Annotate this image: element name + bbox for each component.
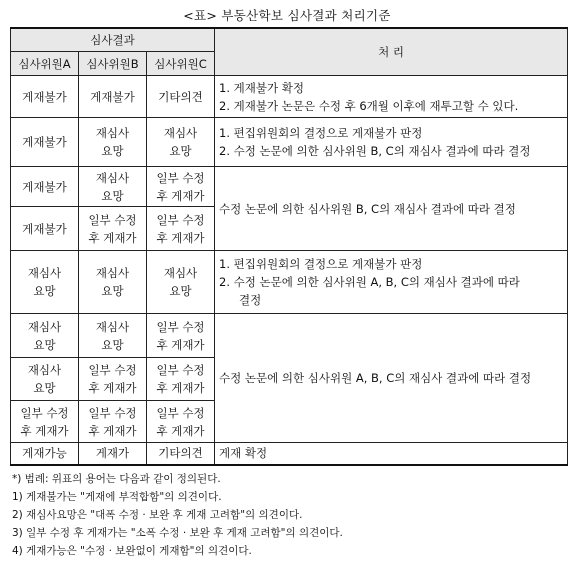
reviewer-a-header: 심사위원A bbox=[11, 52, 79, 76]
reviewer-b-cell: 게재불가 bbox=[79, 76, 147, 118]
processing-cell bbox=[215, 251, 568, 314]
reviewer-b-cell: 재심사 요망 bbox=[79, 251, 147, 314]
reviewer-c-cell: 일부 수정 후 게재가 bbox=[147, 167, 215, 207]
processing-header: 처 리 bbox=[215, 28, 568, 76]
reviewer-a-cell: 게재불가 bbox=[11, 207, 79, 251]
reviewer-c-cell: 기타의견 bbox=[147, 443, 215, 465]
reviewer-a-cell: 재심사 요망 bbox=[11, 314, 79, 358]
reviewer-c-cell: 재심사 요망 bbox=[147, 251, 215, 314]
reviewer-c-cell: 일부 수정 후 게재가 bbox=[147, 314, 215, 358]
reviewer-b-cell: 일부 수정 후 게재가 bbox=[79, 401, 147, 443]
reviewer-b-header: 심사위원B bbox=[79, 52, 147, 76]
review-criteria-table bbox=[10, 27, 568, 466]
reviewer-c-cell: 일부 수정 후 게재가 bbox=[147, 207, 215, 251]
document-title: <표> 부동산학보 심사결과 처리기준 bbox=[183, 8, 391, 23]
legend-note: 4) 게재가능은 "수정 · 보완없이 게재함"의 의견이다. bbox=[12, 545, 252, 557]
reviewer-b-cell: 일부 수정 후 게재가 bbox=[79, 207, 147, 251]
processing-line: 2. 수정 논문에 의한 심사위원 B, C의 재심사 결과에 따라 결정 bbox=[219, 144, 531, 158]
reviewer-a-cell: 게재불가 bbox=[11, 167, 79, 207]
reviewer-a-cell: 재심사 요망 bbox=[11, 358, 79, 401]
legend-notes bbox=[12, 470, 567, 560]
processing-cell: 수정 논문에 의한 심사위원 B, C의 재심사 결과에 따라 결정 bbox=[215, 167, 568, 251]
reviewer-a-cell: 재심사 요망 bbox=[11, 251, 79, 314]
table-row bbox=[11, 167, 568, 207]
processing-line: 1. 편집위원회의 결정으로 게재불가 판정 bbox=[219, 257, 423, 271]
processing-cell bbox=[215, 76, 568, 118]
table-row bbox=[11, 314, 568, 358]
reviewer-b-cell: 재심사 요망 bbox=[79, 167, 147, 207]
table-row bbox=[11, 76, 568, 118]
reviewer-a-cell: 게재불가 bbox=[11, 118, 79, 167]
reviewer-c-cell: 일부 수정 후 게재가 bbox=[147, 401, 215, 443]
reviewer-c-cell: 기타의견 bbox=[147, 76, 215, 118]
reviewer-a-cell: 일부 수정 후 게재가 bbox=[11, 401, 79, 443]
legend-note: 3) 일부 수정 후 게재가는 "소폭 수정 · 보완 후 게재 고려함"의 의견이다. bbox=[12, 527, 343, 539]
processing-line: 1. 편집위원회의 결정으로 게재불가 판정 bbox=[219, 126, 423, 140]
reviewer-a-cell: 게재불가 bbox=[11, 76, 79, 118]
legend-note: *) 범례: 위표의 용어는 다음과 같이 정의된다. bbox=[12, 473, 221, 485]
reviewer-b-cell: 게재가 bbox=[79, 443, 147, 465]
processing-cell: 수정 논문에 의한 심사위원 A, B, C의 재심사 결과에 따라 결정 bbox=[215, 314, 568, 443]
reviewer-c-cell: 일부 수정 후 게재가 bbox=[147, 358, 215, 401]
table-row bbox=[11, 443, 568, 465]
legend-note: 1) 게재불가는 "게재에 부적합함"의 의견이다. bbox=[12, 491, 222, 503]
processing-cell: 게재 확정 bbox=[215, 443, 568, 465]
legend-note: 2) 재심사요망은 "대폭 수정 · 보완 후 게재 고려함"의 의견이다. bbox=[12, 509, 303, 521]
table-row bbox=[11, 118, 568, 167]
reviewer-c-cell: 재심사 요망 bbox=[147, 118, 215, 167]
reviewer-b-cell: 일부 수정 후 게재가 bbox=[79, 358, 147, 401]
processing-cell bbox=[215, 118, 568, 167]
reviewer-b-cell: 재심사 요망 bbox=[79, 314, 147, 358]
reviewer-c-header: 심사위원C bbox=[147, 52, 215, 76]
processing-line: 2. 게재불가 논문은 수정 후 6개월 이후에 재투고할 수 있다. bbox=[219, 98, 519, 113]
processing-line: 2. 수정 논문에 의한 심사위원 A, B, C의 재심사 결과에 따라 bbox=[219, 275, 520, 289]
processing-line: 결정 bbox=[239, 293, 262, 307]
review-result-header: 심사결과 bbox=[11, 28, 215, 52]
reviewer-b-cell: 재심사 요망 bbox=[79, 118, 147, 167]
processing-line: 1. 게재불가 확정 bbox=[219, 80, 304, 95]
table-row bbox=[11, 251, 568, 314]
reviewer-a-cell: 게재가능 bbox=[11, 443, 79, 465]
